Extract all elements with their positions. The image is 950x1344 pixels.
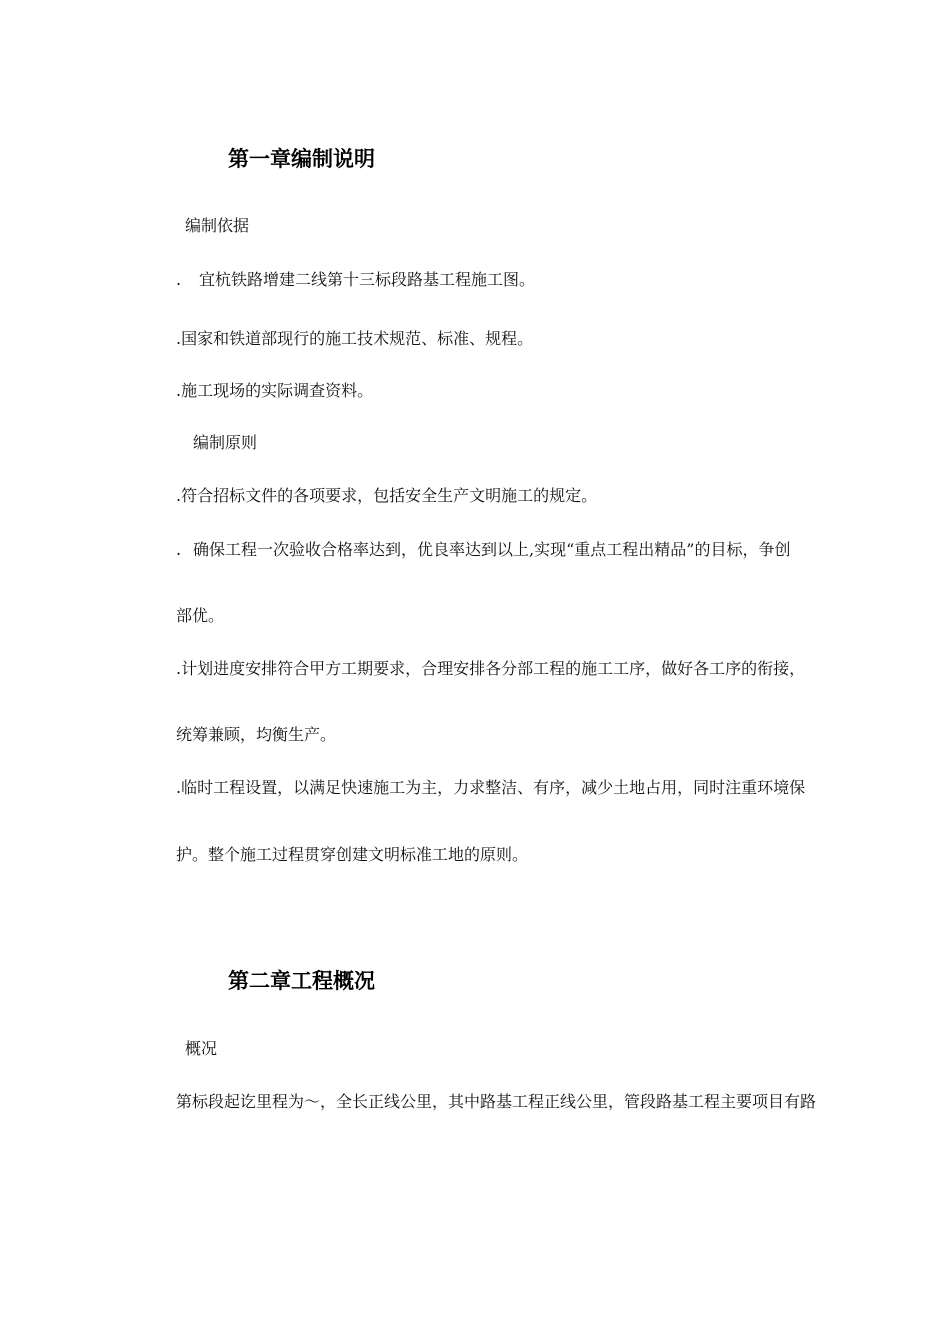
principle-line-3: 部优。 [176, 606, 225, 625]
principle-line-7: 护。整个施工过程贯穿创建文明标准工地的原则。 [176, 845, 529, 864]
principle-line-2: 确保工程一次验收合格率达到，优良率达到以上,实现“重点工程出精品”的目标，争创 [193, 540, 791, 559]
section-heading-principles: 编制原则 [193, 433, 258, 452]
section-heading-overview: 概况 [185, 1039, 218, 1058]
chapter-1-title: 第一章编制说明 [228, 147, 375, 171]
section-heading-basis: 编制依据 [185, 216, 250, 235]
basis-item-1: 宜杭铁路增建二线第十三标段路基工程施工图。 [199, 270, 536, 289]
principle-line-2-marker: . [176, 540, 182, 559]
basis-item-2: .国家和铁道部现行的施工技术规范、标准、规程。 [176, 329, 534, 348]
principle-line-6: .临时工程设置，以满足快速施工为主，力求整洁、有序，减少土地占用，同时注重环境保 [176, 778, 806, 797]
basis-item-3: .施工现场的实际调查资料。 [176, 381, 374, 400]
principle-line-5: 统筹兼顾，均衡生产。 [176, 725, 337, 744]
principle-line-1: .符合招标文件的各项要求，包括安全生产文明施工的规定。 [176, 486, 598, 505]
principle-line-4: .计划进度安排符合甲方工期要求，合理安排各分部工程的施工工序，做好各工序的衔接， [176, 659, 806, 678]
overview-line-1: 第标段起讫里程为～，全长正线公里，其中路基工程正线公里，管段路基工程主要项目有路 [176, 1092, 817, 1111]
chapter-2-title: 第二章工程概况 [228, 969, 375, 993]
basis-item-1-marker: . [176, 270, 182, 289]
